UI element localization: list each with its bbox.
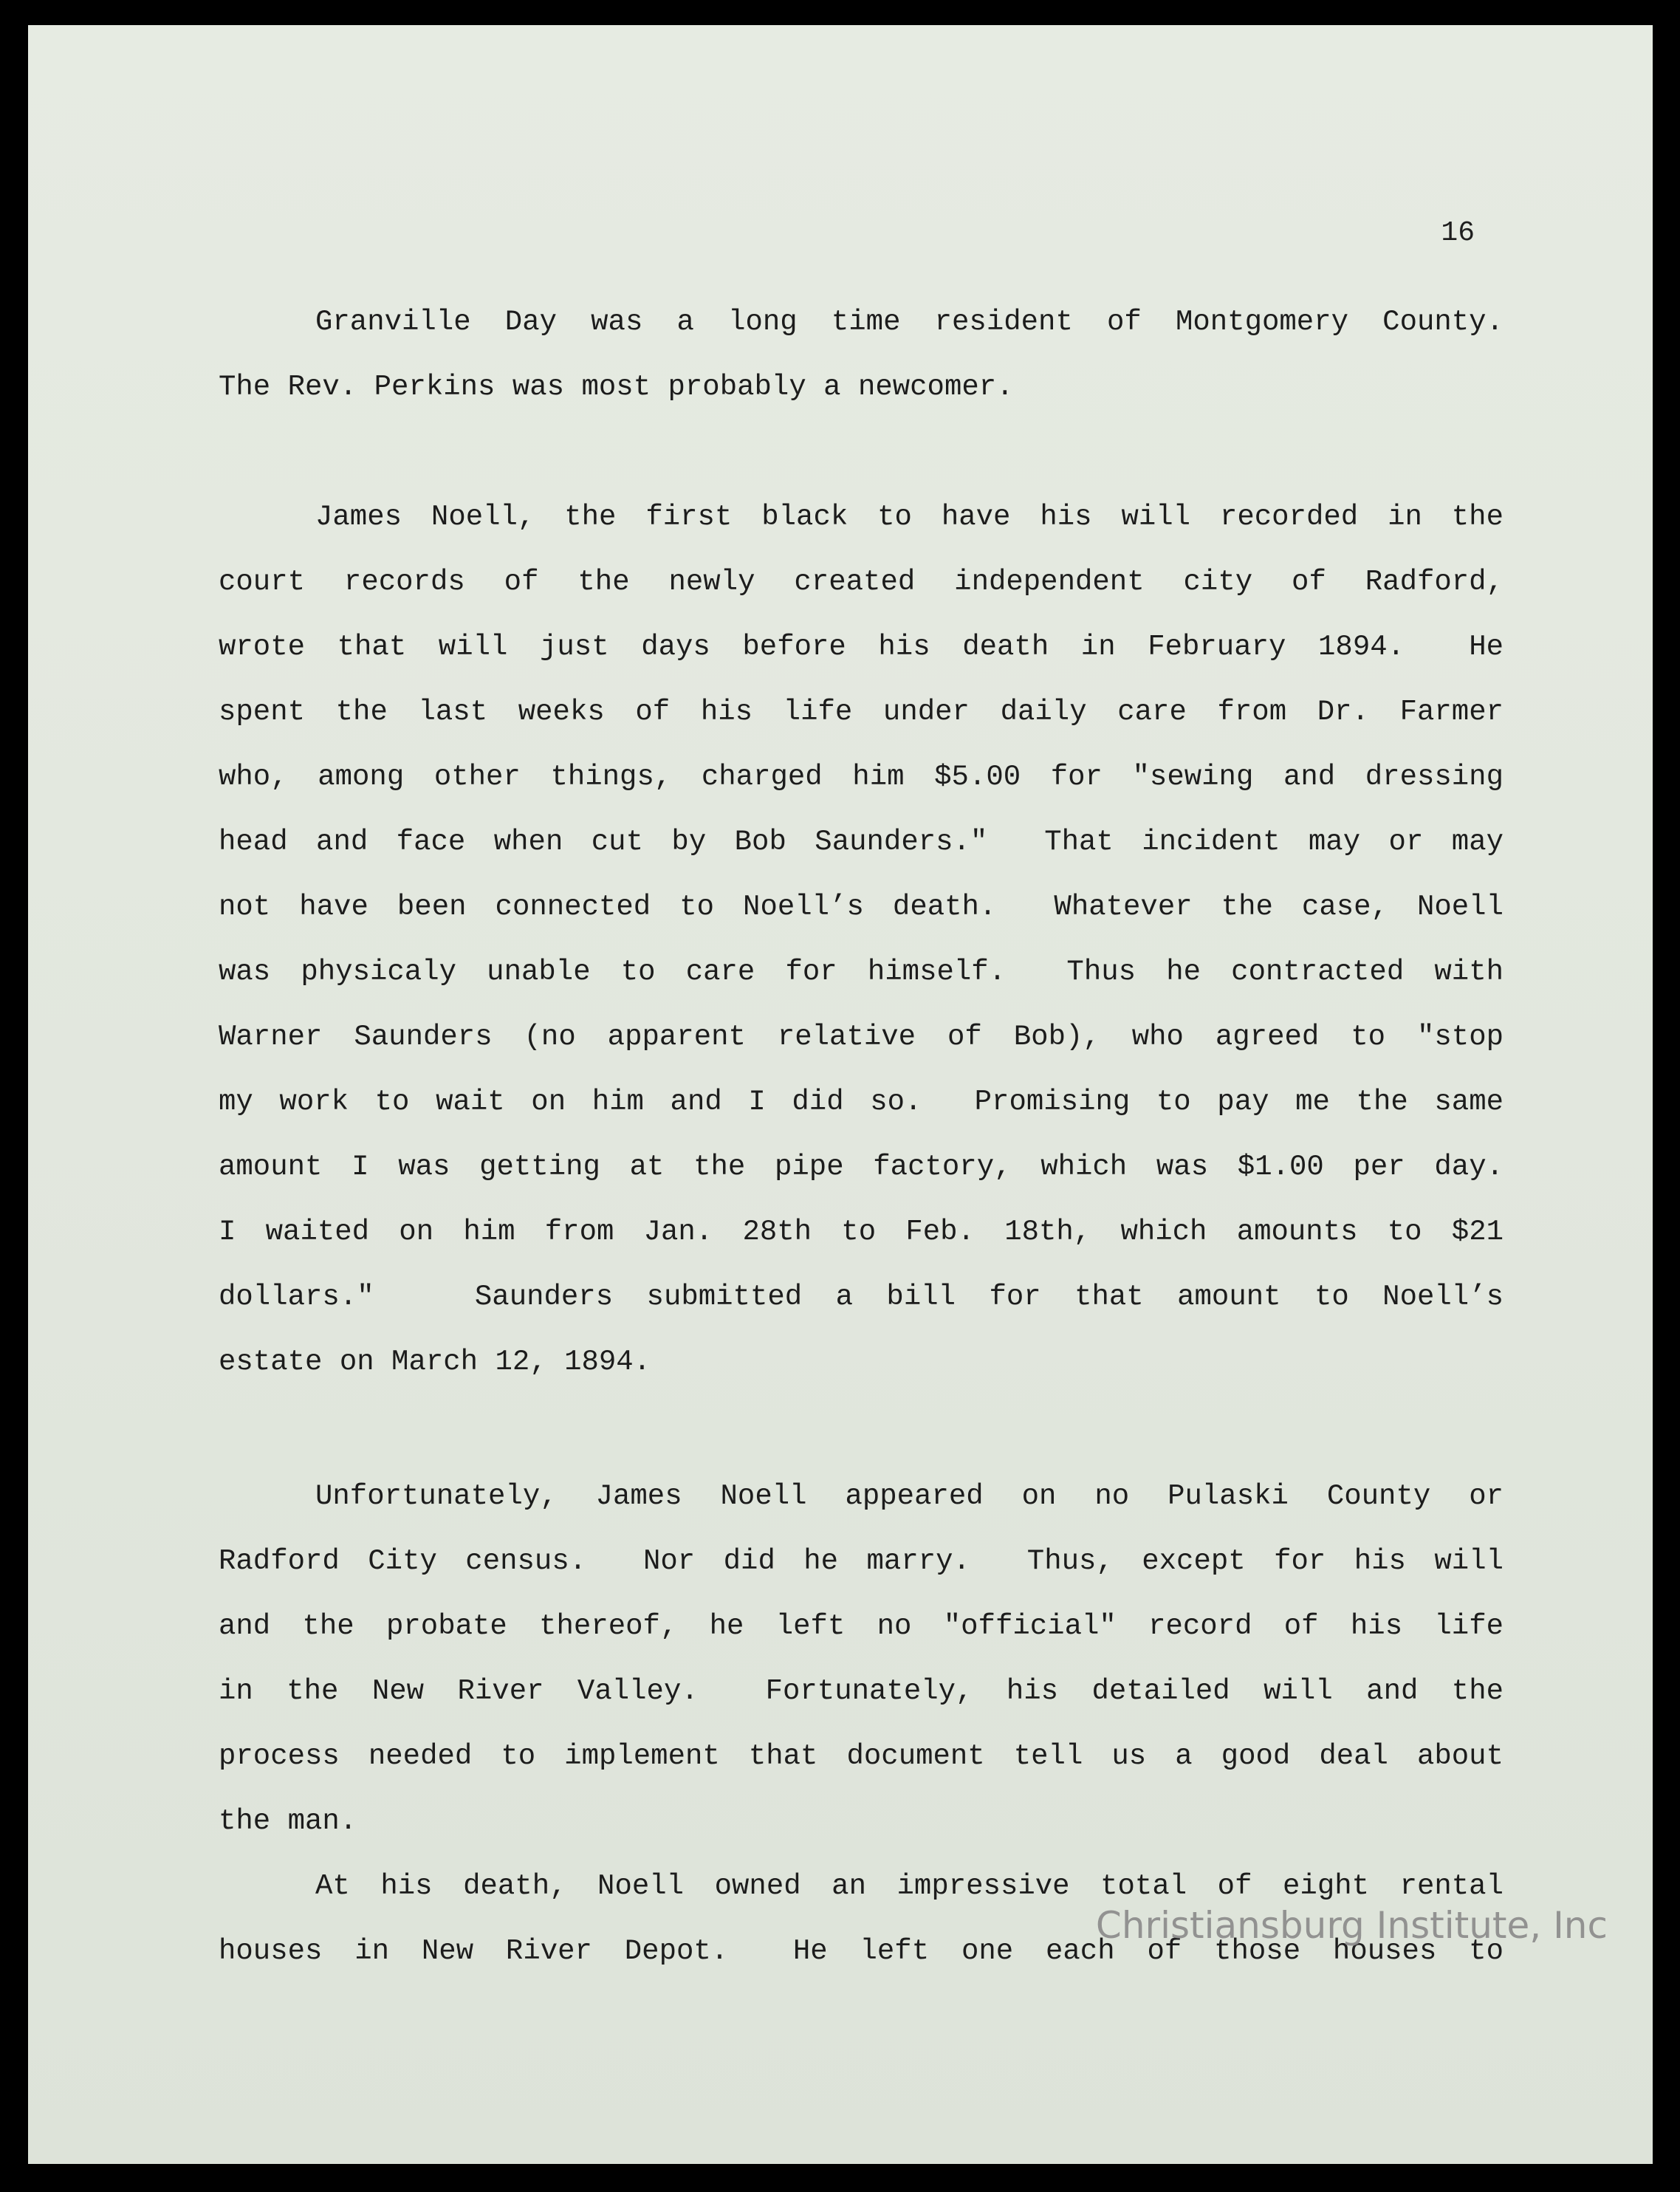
text-line: was physicaly unable to care for himself. Thus he contracted with xyxy=(219,956,1504,988)
text-line: dollars." Saunders submitted a bill for that amount to Noell’s xyxy=(219,1281,1504,1313)
text-line: Granville Day was a long time resident of Montgomery County. xyxy=(315,306,1504,338)
page-number: 16 xyxy=(1441,217,1475,249)
text-line: The Rev. Perkins was most probably a newcomer. xyxy=(219,371,1014,403)
document-page xyxy=(28,25,1653,2164)
text-line: my work to wait on him and I did so. Promising to pay me the same xyxy=(219,1086,1504,1118)
text-line: Radford City census. Nor did he marry. Thus, except for his will xyxy=(219,1545,1504,1578)
text-line: who, among other things, charged him $5.00 for "sewing and dressing xyxy=(219,761,1504,793)
text-line: and the probate thereof, he left no "official" record of his life xyxy=(219,1610,1504,1643)
text-line: At his death, Noell owned an impressive total of eight rental xyxy=(315,1870,1504,1902)
text-line: not have been connected to Noell’s death. Whatever the case, Noell xyxy=(219,891,1504,923)
text-line: spent the last weeks of his life under daily care from Dr. Farmer xyxy=(219,696,1504,728)
text-line: I waited on him from Jan. 28th to Feb. 18th, which amounts to $21 xyxy=(219,1216,1504,1248)
text-line: Unfortunately, James Noell appeared on no Pulaski County or xyxy=(315,1480,1504,1513)
text-line: houses in New River Depot. He left one each of those houses to xyxy=(219,1935,1504,1967)
text-line: Warner Saunders (no apparent relative of Bob), who agreed to "stop xyxy=(219,1021,1504,1053)
text-line: estate on March 12, 1894. xyxy=(219,1346,651,1378)
text-line: amount I was getting at the pipe factory, which was $1.00 per day. xyxy=(219,1151,1504,1183)
text-line: James Noell, the first black to have his will recorded in the xyxy=(315,501,1504,533)
text-line: head and face when cut by Bob Saunders." That incident may or may xyxy=(219,826,1504,858)
paragraph-2 xyxy=(219,484,1504,1394)
text-line: in the New River Valley. Fortunately, his detailed will and the xyxy=(219,1675,1504,1708)
watermark-text: Christiansburg Institute, Inc xyxy=(1095,1904,1608,1947)
text-line: wrote that will just days before his death in February 1894. He xyxy=(219,631,1504,663)
paragraph-1 xyxy=(219,290,1504,419)
paragraph-3 xyxy=(219,1464,1504,1854)
text-line: court records of the newly created independent city of Radford, xyxy=(219,566,1504,598)
text-line: process needed to implement that document tell us a good deal about xyxy=(219,1740,1504,1773)
text-line: the man. xyxy=(219,1805,357,1837)
